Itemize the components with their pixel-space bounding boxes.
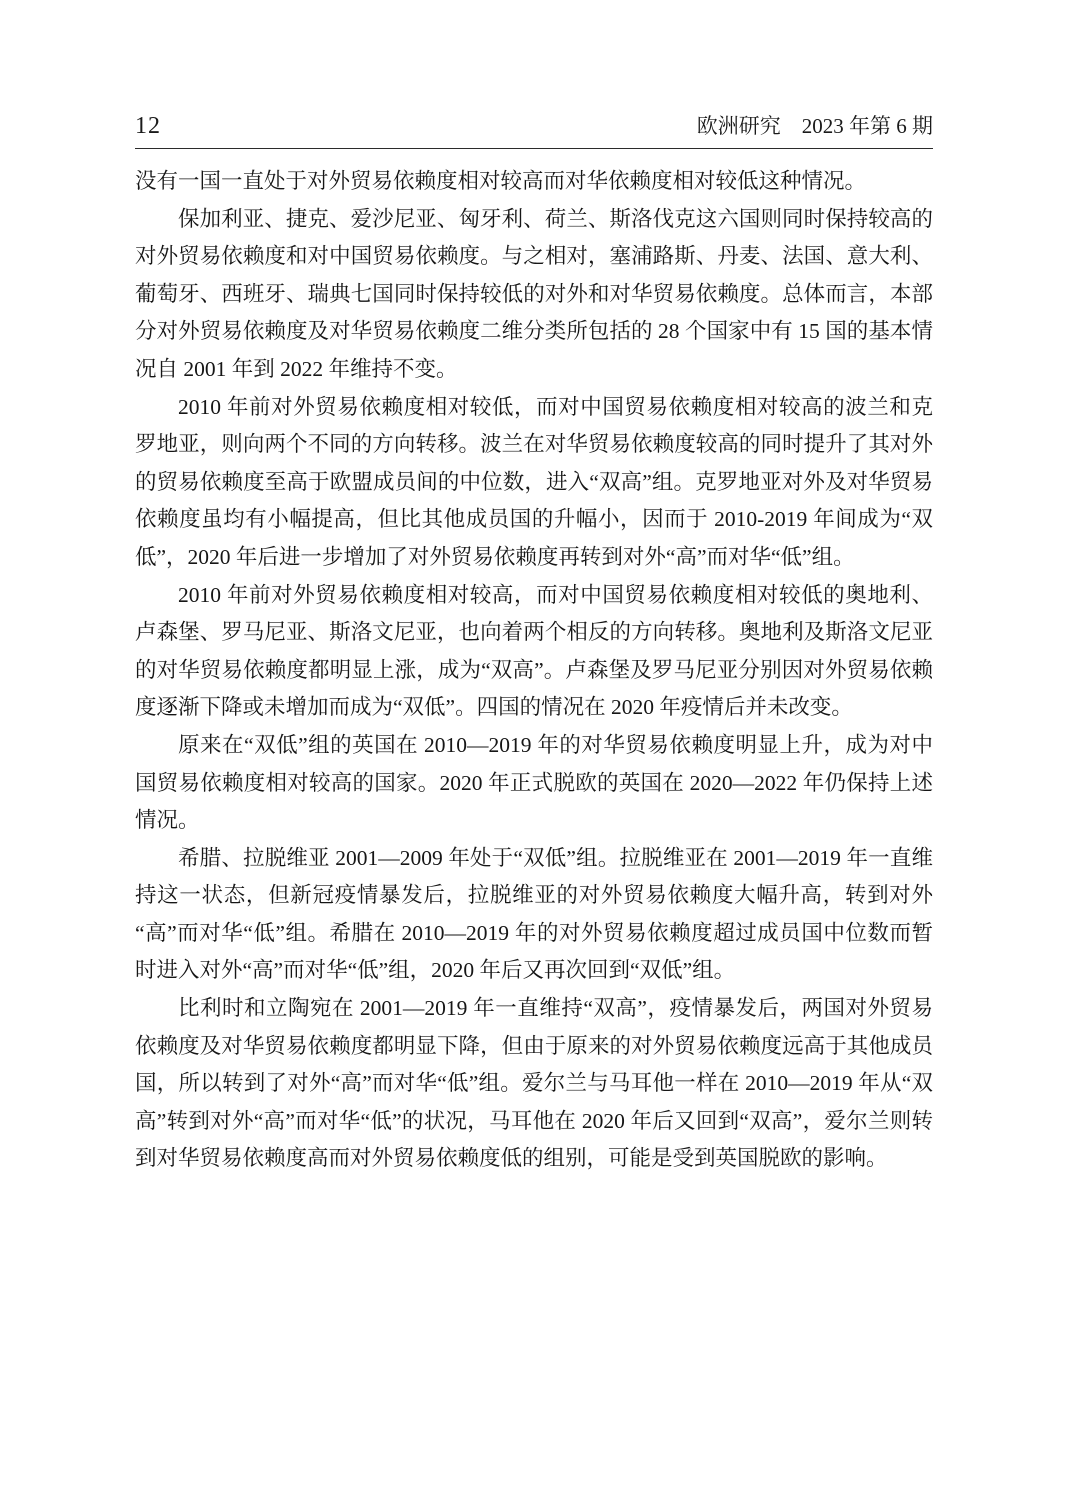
running-header bbox=[135, 0, 933, 140]
header-rule bbox=[135, 148, 933, 149]
paragraph-continuation: 没有一国一直处于对外贸易依赖度相对较高而对华依赖度相对较低这种情况。 bbox=[135, 169, 867, 193]
page-number: 12 bbox=[135, 113, 161, 139]
journal-issue-header: 欧洲研究 2023 年第 6 期 bbox=[696, 114, 933, 138]
paragraph: 2010 年前对外贸易依赖度相对较高，而对中国贸易依赖度相对较低的奥地利、卢森堡、罗马尼亚、斯洛文尼亚，也向着两个相反的方向转移。奥地利及斯洛文尼亚的对华贸易依赖度都明显上涨，成为“双高”。卢森堡及罗马尼亚分别因对外贸易依赖度逐渐下降或未增加而成为“双低”。四国的情况在 2020 年疫情后并未改变。 bbox=[135, 582, 933, 720]
paragraph: 原来在“双低”组的英国在 2010—2019 年的对华贸易依赖度明显上升，成为对中国贸易依赖度相对较高的国家。2020 年正式脱欧的英国在 2020—2022 年仍保持上述情况。 bbox=[135, 732, 933, 833]
paragraph: 保加利亚、捷克、爱沙尼亚、匈牙利、荷兰、斯洛伐克这六国则同时保持较高的对外贸易依赖度和对中国贸易依赖度。与之相对，塞浦路斯、丹麦、法国、意大利、葡萄牙、西班牙、瑞典七国同时保持较低的对外和对华贸易依赖度。总体而言，本部分对外贸易依赖度及对华贸易依赖度二维分类所包括的 28 个国家中有 15 国的基本情况自 2001 年到 2022 年维持不变。 bbox=[135, 206, 933, 381]
article-body bbox=[135, 163, 933, 1178]
paragraph: 2010 年前对外贸易依赖度相对较低，而对中国贸易依赖度相对较高的波兰和克罗地亚，则向两个不同的方向转移。波兰在对华贸易依赖度较高的同时提升了其对外的贸易依赖度至高于欧盟成员间的中位数，进入“双高”组。克罗地亚对外及对华贸易依赖度虽均有小幅提高，但比其他成员国的升幅小，因而于 2010-2019 年间成为“双低”，2020 年后进一步增加了对外贸易依赖度再转到对外“高”而对华“低”组。 bbox=[135, 394, 933, 569]
paragraph: 希腊、拉脱维亚 2001—2009 年处于“双低”组。拉脱维亚在 2001—2019 年一直维持这一状态，但新冠疫情暴发后，拉脱维亚的对外贸易依赖度大幅升高，转到对外“高”而对华“低”组。希腊在 2010—2019 年的对外贸易依赖度超过成员国中位数而暂时进入对外“高”而对华“低”组，2020 年后又再次回到“双低”组。 bbox=[135, 845, 933, 983]
paragraph: 比利时和立陶宛在 2001—2019 年一直维持“双高”，疫情暴发后，两国对外贸易依赖度及对华贸易依赖度都明显下降，但由于原来的对外贸易依赖度远高于其他成员国，所以转到了对外“高”而对华“低”组。爱尔兰与马耳他一样在 2010—2019 年从“双高”转到对外“高”而对华“低”的状况，马耳他在 2020 年后又回到“双高”，爱尔兰则转到对华贸易依赖度高而对外贸易依赖度低的组别，可能是受到英国脱欧的影响。 bbox=[135, 996, 933, 1171]
page-content bbox=[135, 0, 933, 1178]
